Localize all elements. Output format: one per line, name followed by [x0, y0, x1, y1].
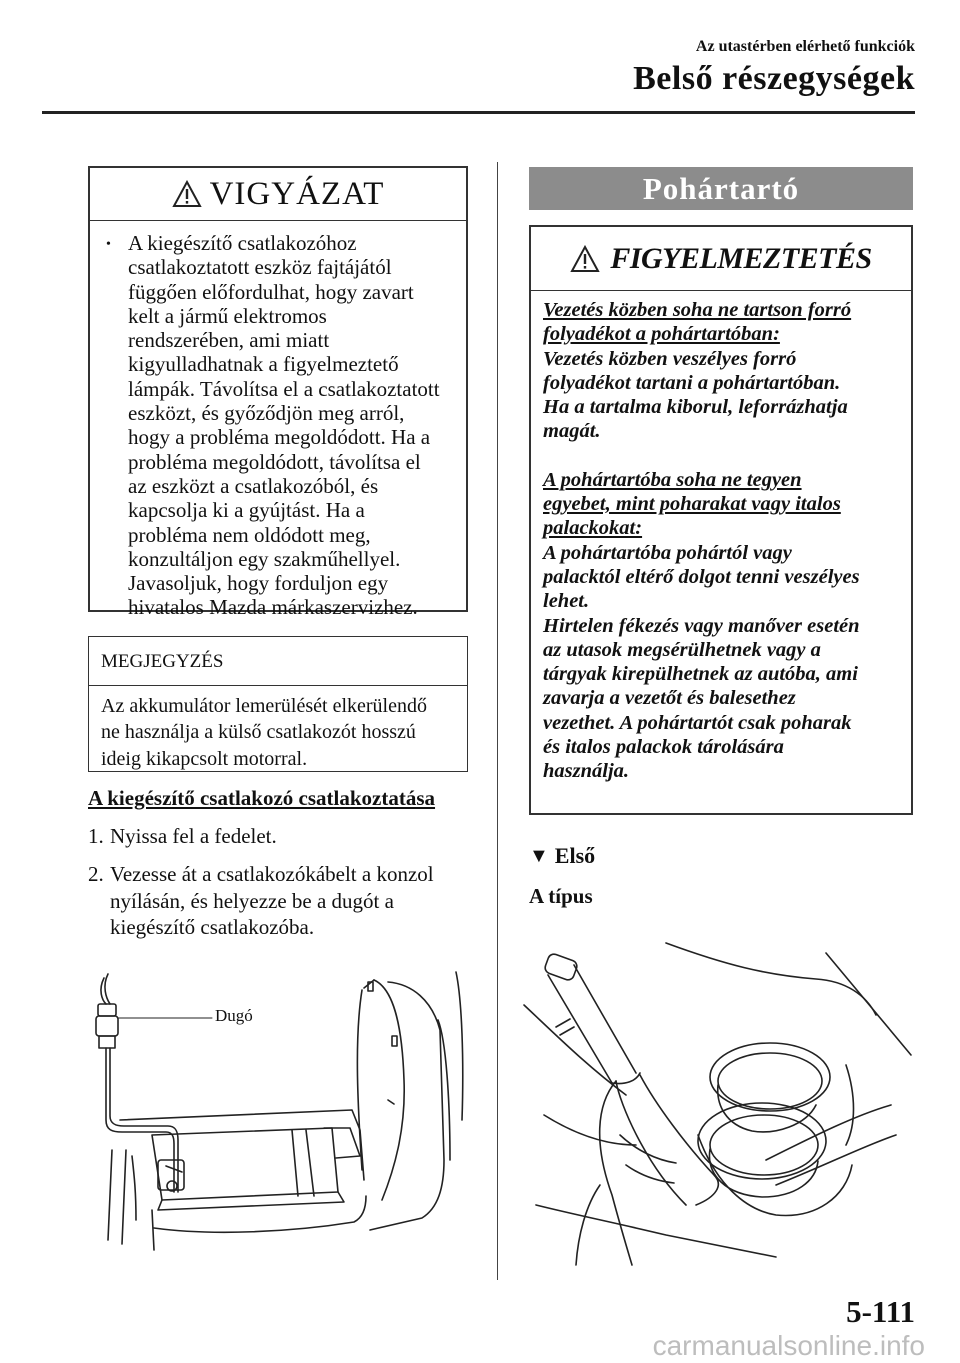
- warning-title: FIGYELMEZTETÉS: [610, 241, 872, 275]
- step-item: [88, 861, 434, 941]
- page-number: 5-111: [846, 1294, 915, 1329]
- warning-subheading: A pohártartóba soha ne tegyen egyebet, mint poharakat vagy italos palackokat:: [543, 468, 841, 540]
- bullet-icon: •: [106, 237, 111, 252]
- section-banner: Pohártartó: [529, 167, 913, 210]
- caution-header: [90, 168, 466, 221]
- subsection-heading: [529, 843, 595, 869]
- step-text: Vezesse át a csatlakozókábelt a konzol nyílásán, és helyezze be a dugót a kiegészítő csatlakozóba.: [110, 862, 434, 939]
- type-label: A típus: [529, 884, 593, 908]
- note-title: MEGJEGYZÉS: [89, 637, 467, 686]
- caution-text: A kiegészítő csatlakozóhoz csatlakoztatott eszköz fajtájától függően előfordulhat, hogy zavart kelt a jármű elektromos rendszerében, ami miatt kigyulladhatnak a figyelmeztető lámpák. Távolítsa el a csatlakoztatott eszközt, és győződjön meg arról, hogy a probléma megoldódott. Ha a probléma megoldódott, távolítsa el az eszközt a csatlakozóból, és kapcsolja ki a gyújtást. Ha a probléma nem oldódott meg, konzultáljon egy szakműhellyel. Javasoljuk, hogy forduljon egy hivatalos Mazda márkaszervizhez.: [128, 231, 440, 620]
- triangle-down-icon: ▼: [529, 844, 549, 867]
- warning-box: [529, 225, 913, 815]
- warning-text: Vezetés közben veszélyes forró folyadékot tartani a pohártartóban. Ha a tartalma kiborul, leforrázhatja magát.: [543, 347, 848, 443]
- step-number: 1.: [88, 824, 104, 848]
- step-item: [88, 823, 277, 850]
- header-rule: [42, 111, 915, 114]
- warning-subheading: Vezetés közben soha ne tartson forró folyadékot a pohártartóban:: [543, 299, 852, 346]
- section-subtitle: Az utastérben elérhető funkciók: [695, 38, 915, 55]
- subsection-title: Első: [554, 843, 596, 868]
- warning-triangle-icon: [570, 245, 600, 273]
- caution-box: [88, 166, 468, 620]
- page-title: Belső részegységek: [633, 60, 915, 97]
- column-divider: [497, 162, 498, 1280]
- warning-triangle-icon: [172, 180, 202, 208]
- warning-text: A pohártartóba pohártól vagy palacktól eltérő dolgot tenni veszélyes lehet. Hirtelen fékezés vagy manőver esetén az utasok megsérülhetnek vagy a tárgyak kirepülhetnek az autóba, ami zavarja a vezetőt és balesethez vezethet. A pohártartót csak poharak és italos palackok tárolására használja.: [543, 541, 860, 783]
- section-heading: A kiegészítő csatlakozó csatlakoztatása: [88, 786, 436, 810]
- watermark: carmanualsonline.info: [652, 1330, 925, 1361]
- cup-holder-illustration: [516, 935, 916, 1270]
- step-text: Nyissa fel a fedelet.: [110, 824, 277, 848]
- step-number: 2.: [88, 862, 104, 886]
- note-text: Az akkumulátor lemerülését elkerülendő ne használja a külső csatlakozót hosszú ideig kikapcsolt motorral.: [101, 695, 427, 770]
- warning-header: [531, 227, 911, 291]
- caution-title: VIGYÁZAT: [209, 175, 385, 212]
- note-box: [88, 636, 468, 772]
- plug-label: Dugó: [215, 1006, 253, 1025]
- accessory-socket-illustration: [92, 960, 472, 1260]
